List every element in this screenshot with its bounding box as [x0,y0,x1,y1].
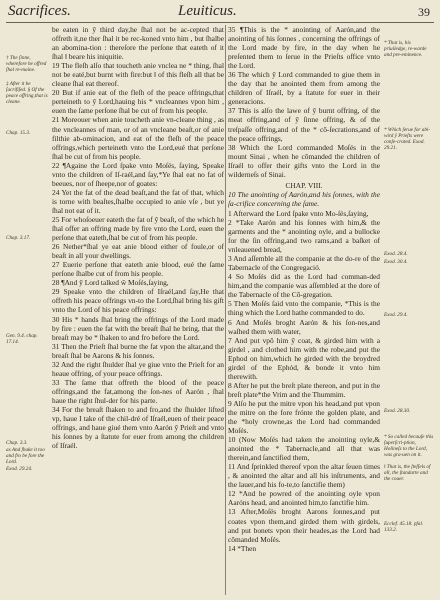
verse: 6 And Moſés broght Aarón & his ſon-nes,and waſhed them with water, [228,317,380,336]
verse: 32 And the right ſhulder ſhal ye giue vnto the Prieſt for an heaue offring, of your peace offrings. [52,359,224,378]
margin-note: Exod. 28.30. [384,408,411,414]
header-rule [6,22,434,23]
chapter-heading: CHAP. VIII. [285,180,323,190]
margin-note: Exod. 30.4. [384,259,408,265]
margin-note: Exod. 29.24. [6,466,33,472]
verse: 36 The which ỹ Lord commanded to giue them in the day that he anointed them from among the children of Iſraél, by a ſtatute for euer in their generacions. [228,70,380,107]
verse: 38 Which the Lord commanded Moſés in the mount Sinai , when he cōmanded the children of Iſraél to offer their gifts vnto the Lord in the wilderneſs of Sinai. [228,142,380,179]
verse: 3 And aſſemble all the companie at the do-re of the Tabernacle of the Congregació. [228,254,380,273]
verse: 9 Alſo he put the mitre vpon his head,and put vpon the mitre on the fore frónte the golden plate, and the *holy crowne,as the Lord had commanded Moſés. [228,398,380,436]
verse: 22 ¶Againe the Lord ſpake vnto Moſés, ſaying, Speake vnto the children of Iſ-raél,and ſay,*Ye ſhal eat no fat of beeues, nor of ſheepe,nor of goates: [52,160,224,188]
verse: 30 His * hands ſhal bring the offrings of the Lord made by fire : euen the fat with the breaſt ſhal he bring, that the breaſt may be * ſhaken to and fro before the Lord. [52,314,224,342]
page-number: 39 [418,5,430,19]
chapter-summary: 10 The anointing of Aarón,and his ſonnes, with the ſa-crifice concerning the ſame. [228,189,380,208]
chapter-7-end [228,25,380,179]
margin-note: † The ſinne, wherefore he offred ſhal re-maine. [6,55,47,73]
verse: 29 Speake vnto the children of Iſraél,and ſay,He that offreth his peace offrings vn-to the Lord,ſhal bring his gift vnto the Lord of his peace offrings: [52,287,224,315]
verse: 35 ¶This is the * anointing of Aarón,and the anointing of his ſonnes , concerning the offrings of the Lord made by fire, in the day when he preſented them to ſerue in the Prieſts office vnto the Lord. [228,25,380,71]
header-left-title: Sacrifices. [8,3,71,19]
verse: 14 *Then [228,543,257,553]
verse: 28 ¶And ỹ Lord talked ŵ Moſés,ſaying, [52,278,169,288]
margin-note: Gen. 9.4. chap. 17.14. [6,333,38,345]
verse: 4 So Moſés did as the Lord had comman-ded him,and the companie was aſſembled at the dore of the Tabernacle of the Cō-gregation. [228,272,380,300]
margin-note: Exod. 28.4. [384,251,408,257]
verse: 8 After he put the breſt plate thereon, and put in the breſt plate*the Vrim and the Thummim. [228,380,380,399]
verse: 11 And ſprinkled thereof vpon the altar ſeuen times , & anointed the altar and all his inſtruments, and the lauer,and his fo-te,to ſanctifie them) [228,462,380,490]
header-book-title: Leuiticus. [178,3,237,19]
verse: 24 Yet the fat of the dead beaſt,and the fat of that, which is torne with beaſtes,ſhalbe occupied to anie vſe , but ye ſhal not eat of it. [52,187,224,215]
verse: 1 Afterward the Lord ſpake vnto Mo-ſés,ſaying, [228,208,369,218]
page-header [6,3,434,21]
verse: 12 *And he powred of the anointing oyle vpon Aaróns head, and anointed him,to ſanctifie him. [228,489,380,508]
left-column [52,25,224,597]
verse: 20 But if anie eat of the fleſh of the peace offrings,that perteineth to ỹ Lord,hauing his * vncleannes vpon him , euen the ſame perſone ſhal be cut of from his people. [52,88,224,116]
verse: 37 This is alſo the lawe of ỹ burnt offring, of the meat offring,and of ỹ ſinne offring, & of the treſpaſſe offring,and of the * cō-ſecrations,and of the peace offrings, [228,106,380,143]
margin-note: * Which ſerue for abi-wird ỹ Prieſts were conſe-crated. Exod. 29.21. [384,127,431,151]
right-column [228,25,380,597]
column-divider [225,25,226,595]
verse: 10 (Now Moſés had taken the anointing oyle,& anointed the * Tabernacle,and all that was therein,and ſanctified them, [228,435,380,463]
margin-note: Chap. 3.17. [6,235,31,241]
bible-page [6,3,434,597]
verse: 33 The ſame that offreth the blood of the peace offrings,and the fat,among the ſon-nes of Aarón , ſhal haue the right ſhul-der for his parte. [52,377,224,405]
chapter-8-text [228,209,380,553]
verse: 19 The fleſh alſo that toucheth anie vnclea ne * thing, ſhal not be eaté,but burnt with fire:but ‖ of this fleſh all that be cleane ſhal eat thereof. [52,61,224,89]
margin-note: Exod. 29.4. [384,312,408,318]
margin-note: ‡ After it be ſacrifiſed. § Of the peace offring,that is cleane. [6,81,48,105]
margin-note: as And ſhake it too and fro be fore the Lord. [6,447,45,465]
margin-note: ‖ That is, the ſteſſels of all, the ſtandarte and the couer. [384,464,431,482]
verse: be eaten in ỹ third day,he ſhal not be ac-cepted that offreth it,ne ther ſhal it be rec-koned vnto him , but ſhalbe an abomina-tion : thereſore the perſone that eateth of it ſhal ‖ beare his iniquitie. [52,25,224,62]
verse: 5 Then Moſés ſaid vnto the companie, *This is the thing which the Lord hathe commanded to do. [228,299,380,318]
margin-note: Ecclef. 45.18. pfal. 133.2. [384,521,424,533]
verse: 27 Euerie perſone that eateth anie blood, eué the ſame perſone ſhalbe cut of from his people. [52,260,224,279]
verse: 26 Nether*ſhal ye eat anie blood either of foule,or of beaſt in all your dwellings. [52,242,224,261]
margin-note: Chap. 3.3. [6,440,28,446]
margin-note: * That is, his priuiledge, re-warde and pre-eminence. [384,40,427,58]
margin-note: * So called becauſe this ſuperſcri-ption, Holineſs to the Lord, was gra-uen on it. [384,434,434,458]
margin-note: Chap. 15.3. [6,130,31,136]
verse: 7 And put vpō him ỹ coat, & girded him with a girdel , and clothed him with the robe,and put the Ephod on him,which he girded with the broydred girdel of the Ephód, & bonde it vnto him therewith. [228,335,380,381]
verse: 2 *Take Aarón and his ſonnes with him,& the garments and the * anointing oyle, and a bullocke for the ſin offring,and two rams,and a baſket of vnleauened bread, [228,217,380,255]
verse: 21 Moreouer when anie toucheth anie vn-cleane thing , as the vncleannes of man, or of an vncleane beaſt,or of anie filthie ab-ominacion, and eat of the fleſh of the peace offrings,which perteineth vnto the Lord,eué that perſone ſhal be cut of from his people. [52,115,224,161]
verse: 34 For the breaſt ſhaken to and fro,and the ſhulder lifted vp, haue I take of the chil-dré of Iſraél,euen of their peace offrings, and haue giué them vnto Aarón ỹ Prieſt and vnto his ſonnes by a ſtatute for euer from among the children of Iſraél. [52,404,224,451]
verse: 31 Then the Prieſt ſhal burne the fat vpon the altar,and the breaſt ſhal be Aarons & his ſonnes. [52,341,224,360]
verse: 13 After,Moſés broght Aarons ſonnes,and put coates vpon them,and girded them with girdels, and put bonets vpon their heades,as the Lord had cōmanded Moſés. [228,507,380,544]
verse: 25 For whoſoeuer eateth the fat of ỹ beaſt, of the which he ſhal offer an offring made by fire vnto the Lord, euen the perſone that eateth,ſhal be cut of from his people. [52,214,224,243]
